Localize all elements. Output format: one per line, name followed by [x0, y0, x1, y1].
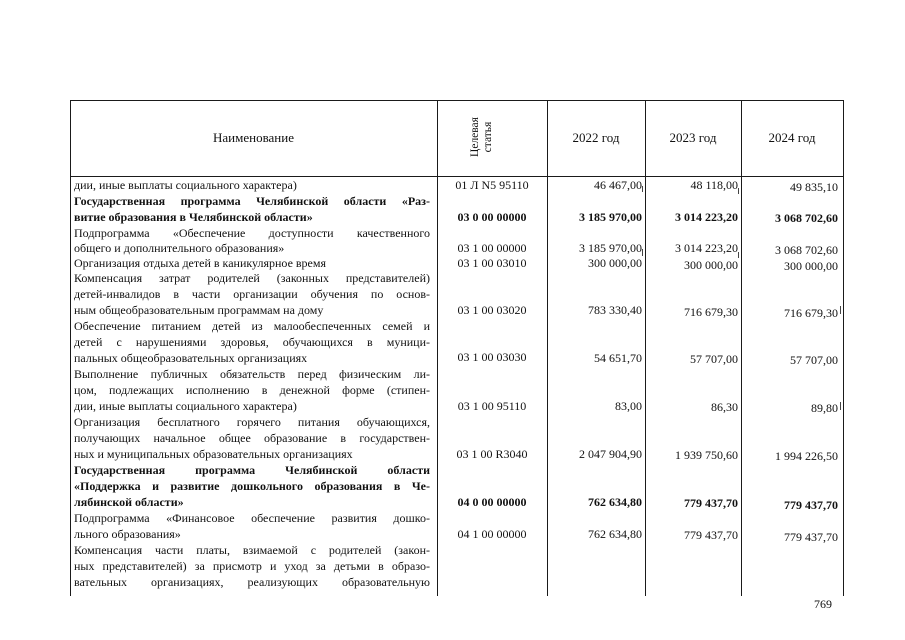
- row-name-line: получающих начальное общее образование в государствен-: [74, 431, 430, 445]
- table-left-border: [70, 100, 71, 596]
- row-name-line: льного образования»: [74, 527, 181, 541]
- row-value-2023: 3 014 223,20: [675, 210, 738, 224]
- row-value-2023: 48 118,00: [690, 178, 738, 192]
- row-value-2023: 1 939 750,60: [675, 448, 738, 462]
- row-name-line: Подпрограмма «Финансовое обеспечение развития дошко-: [74, 511, 430, 525]
- row-value-2024: 779 437,70: [784, 498, 838, 512]
- row-value-2022: 783 330,40: [588, 303, 642, 317]
- row-value-2022: 46 467,00: [594, 178, 642, 192]
- row-name-line: «Поддержка и развитие дошкольного образования в Че-: [74, 479, 430, 493]
- row-name-line: лябинской области»: [74, 495, 184, 509]
- row-name-line: витие образования в Челябинской области»: [74, 210, 313, 224]
- row-value-2023: 57 707,00: [690, 352, 738, 366]
- row-value-2024: 716 679,30: [784, 306, 838, 320]
- row-code: 03 1 00 03010: [457, 256, 527, 270]
- row-name-line: цом, подлежащих исполнению в денежной форме (стипен-: [74, 383, 430, 397]
- row-code: 04 0 00 00000: [457, 495, 527, 509]
- header-2022: 2022 год: [572, 130, 620, 145]
- row-code: 01 Л N5 95110: [455, 178, 529, 192]
- row-value-2023: 300 000,00: [684, 258, 738, 272]
- row-value-2024: 57 707,00: [790, 353, 838, 367]
- header-2023: 2023 год: [669, 130, 717, 145]
- row-value-2024: 89,80: [811, 401, 838, 415]
- col-divider-code: [547, 100, 548, 596]
- row-value-2024: 3 068 702,60: [775, 243, 838, 257]
- col-divider-2022: [645, 100, 646, 596]
- row-value-2024: 49 835,10: [790, 180, 838, 194]
- row-name-line: пальных общеобразовательных организациях: [74, 351, 308, 365]
- row-name-line: дии, иные выплаты социального характера): [74, 178, 297, 192]
- row-name-line: Организация бесплатного горячего питания обучающихся,: [74, 415, 430, 429]
- row-name-line: ным общеобразовательным программам на дому: [74, 303, 324, 317]
- row-value-2022: 762 634,80: [588, 495, 642, 509]
- row-value-2022: 3 185 970,00: [579, 241, 642, 255]
- row-code: 03 0 00 00000: [457, 210, 527, 224]
- row-name-line: Компенсация части платы, взимаемой с родителей (закон-: [74, 543, 430, 557]
- row-value-2022: 762 634,80: [588, 527, 642, 541]
- header-2024: 2024 год: [768, 130, 816, 145]
- row-name-line: ных представителей) за присмотр и уход за детьми в образо-: [74, 559, 430, 573]
- row-name-line: Подпрограмма «Обеспечение доступности качественного: [74, 226, 430, 240]
- row-name-line: детей с нарушениями здоровья, обучающихся в муници-: [74, 335, 430, 349]
- cell-tick: [738, 188, 739, 194]
- row-value-2023: 716 679,30: [684, 305, 738, 319]
- row-name-line: Государственная программа Челябинской области: [74, 463, 430, 477]
- col-divider-2023: [741, 100, 742, 596]
- row-value-2022: 83,00: [615, 399, 642, 413]
- row-value-2022: 300 000,00: [588, 256, 642, 270]
- row-value-2024: 779 437,70: [784, 530, 838, 544]
- row-value-2022: 2 047 904,90: [579, 447, 642, 461]
- page-number: 769: [814, 597, 832, 611]
- header-name: Наименование: [213, 130, 294, 145]
- row-value-2024: 1 994 226,50: [775, 449, 838, 463]
- row-code: 04 1 00 00000: [457, 527, 527, 541]
- row-value-2023: 3 014 223,20: [675, 241, 738, 255]
- row-name-line: Организация отдыха детей в каникулярное время: [74, 256, 326, 270]
- cell-tick: [642, 186, 643, 192]
- cell-tick: [642, 249, 643, 256]
- row-name-line: общего и дополнительного образования»: [74, 241, 285, 255]
- row-name-line: ных и муниципальных образовательных организациях: [74, 447, 353, 461]
- row-code: 03 1 00 03020: [457, 303, 527, 317]
- row-name-line: Выполнение публичных обязательств перед физическим ли-: [74, 367, 430, 381]
- row-name-line: Государственная программа Челябинской области «Раз-: [74, 194, 430, 208]
- table-right-border: [843, 100, 844, 596]
- row-value-2024: 3 068 702,60: [775, 211, 838, 225]
- row-name-line: Компенсация затрат родителей (законных представителей): [74, 271, 430, 285]
- row-code: 03 1 00 00000: [457, 241, 527, 255]
- row-code: 03 1 00 03030: [457, 350, 527, 364]
- cell-tick: [840, 402, 841, 410]
- header-code: Целевая статья: [469, 117, 494, 157]
- row-name-line: дии, иные выплаты социального характера): [74, 399, 297, 413]
- cell-tick: [840, 306, 841, 314]
- row-name-line: Обеспечение питанием детей из малообеспеченных семей и: [74, 319, 430, 333]
- row-name-line: вательных организациях, реализующих образовательную: [74, 575, 430, 589]
- row-value-2023: 86,30: [711, 400, 738, 414]
- row-value-2022: 3 185 970,00: [579, 210, 642, 224]
- row-value-2023: 779 437,70: [684, 528, 738, 542]
- cell-tick: [738, 252, 739, 258]
- row-value-2024: 300 000,00: [784, 259, 838, 273]
- col-divider-name: [437, 100, 438, 596]
- table-top-border: [70, 100, 844, 101]
- row-value-2022: 54 651,70: [594, 351, 642, 365]
- row-code: 03 1 00 95110: [457, 399, 527, 413]
- row-code: 03 1 00 R3040: [456, 447, 528, 461]
- row-value-2023: 779 437,70: [684, 496, 738, 510]
- row-name-line: детей-инвалидов в части организации обучения по основ-: [74, 287, 430, 301]
